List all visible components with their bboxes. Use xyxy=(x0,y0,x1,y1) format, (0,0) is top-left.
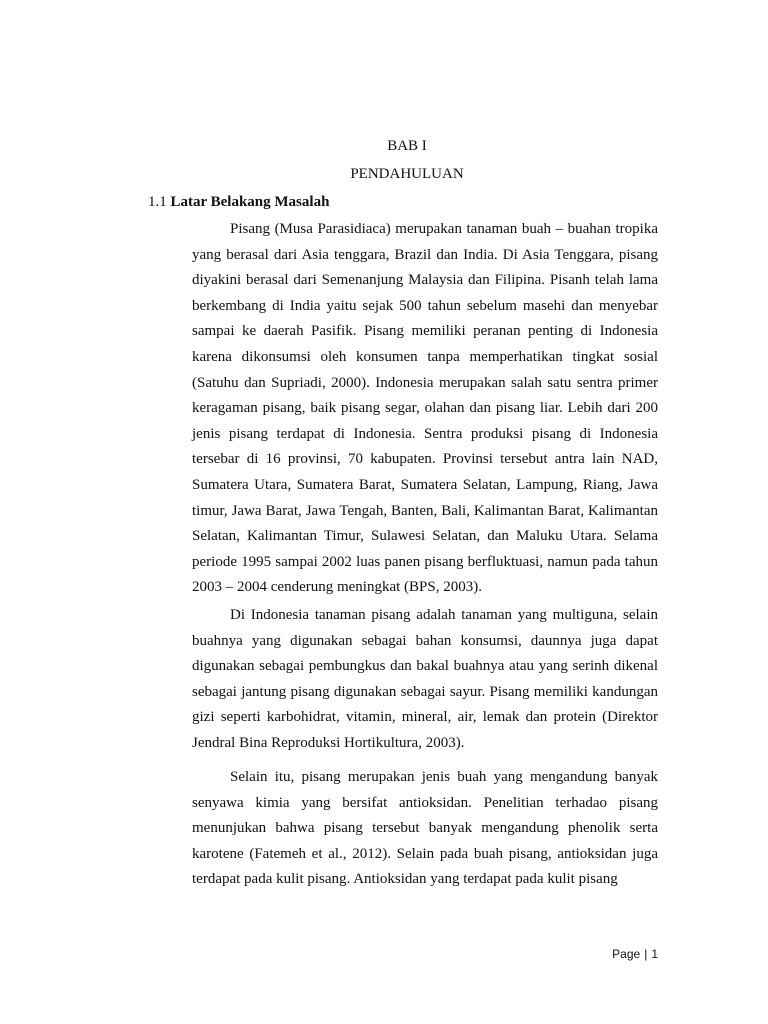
chapter-title: PENDAHULUAN xyxy=(350,166,464,182)
page-footer xyxy=(612,946,658,962)
section-title: Latar Belakang Masalah xyxy=(170,194,330,210)
body-paragraph: Selain itu, pisang merupakan jenis buah yang mengandung banyak senyawa kimia yang bersifat antioksidan. Penelitian terhadao pisang menunjukan bahwa pisang tersebut banyak mengandung phenolik serta karotene (Fatemeh et al., 2012). Selain pada buah pisang, antioksidan juga terdapat pada kulit pisang. Antioksidan yang terdapat pada kulit pisang xyxy=(192,769,658,888)
body-paragraph: Di Indonesia tanaman pisang adalah tanaman yang multiguna, selain buahnya yang digunakan sebagai bahan konsumsi, daunnya juga dapat digunakan sebagai pembungkus dan bakal buahnya atau yang serinh dikenal sebagai jantung pisang digunakan sebagai sayur. Pisang memiliki kandungan gizi seperti karbohidrat, vitamin, mineral, air, lemak dan protein (Direktor Jendral Bina Reproduksi Hortikultura, 2003). xyxy=(192,607,658,751)
body-paragraph: Pisang (Musa Parasidiaca) merupakan tanaman buah – buahan tropika yang berasal dari Asia tenggara, Brazil dan India. Di Asia Tenggara, pisang diyakini berasal dari Semenanjung Malaysia dan Filipina. Pisanh telah lama berkembang di India yaitu sejak 500 tahun sebelum masehi dan menyebar sampai ke daerah Pasifik. Pisang memiliki peranan penting di Indonesia karena dikonsumsi oleh konsumen tanpa memperhatikan tingkat sosial (Satuhu dan Supriadi, 2000). Indonesia merupakan salah satu sentra primer keragaman pisang, baik pisang segar, olahan dan pisang liar. Lebih dari 200 jenis pisang terdapat di Indonesia. Sentra produksi pisang di Indonesia tersebar di 16 provinsi, 70 kabupaten. Provinsi tersebut antra lain NAD, Sumatera Utara, Sumatera Barat, Sumatera Selatan, Lampung, Riang, Jawa timur, Jawa Barat, Jawa Tengah, Banten, Bali, Kalimantan Barat, Kalimantan Selatan, Kalimantan Timur, Sulawesi Selatan, dan Maluku Utara. Selama periode 1995 sampai 2002 luas panen pisang berfluktuasi, namun pada tahun 2003 – 2004 cenderung meningkat (BPS, 2003). xyxy=(192,221,658,596)
page-separator: | xyxy=(644,947,648,961)
page-number: 1 xyxy=(651,947,658,961)
page-label: Page xyxy=(612,947,641,961)
chapter-label: BAB I xyxy=(387,138,427,154)
section-number: 1.1 xyxy=(148,194,167,210)
section-heading xyxy=(148,192,329,212)
